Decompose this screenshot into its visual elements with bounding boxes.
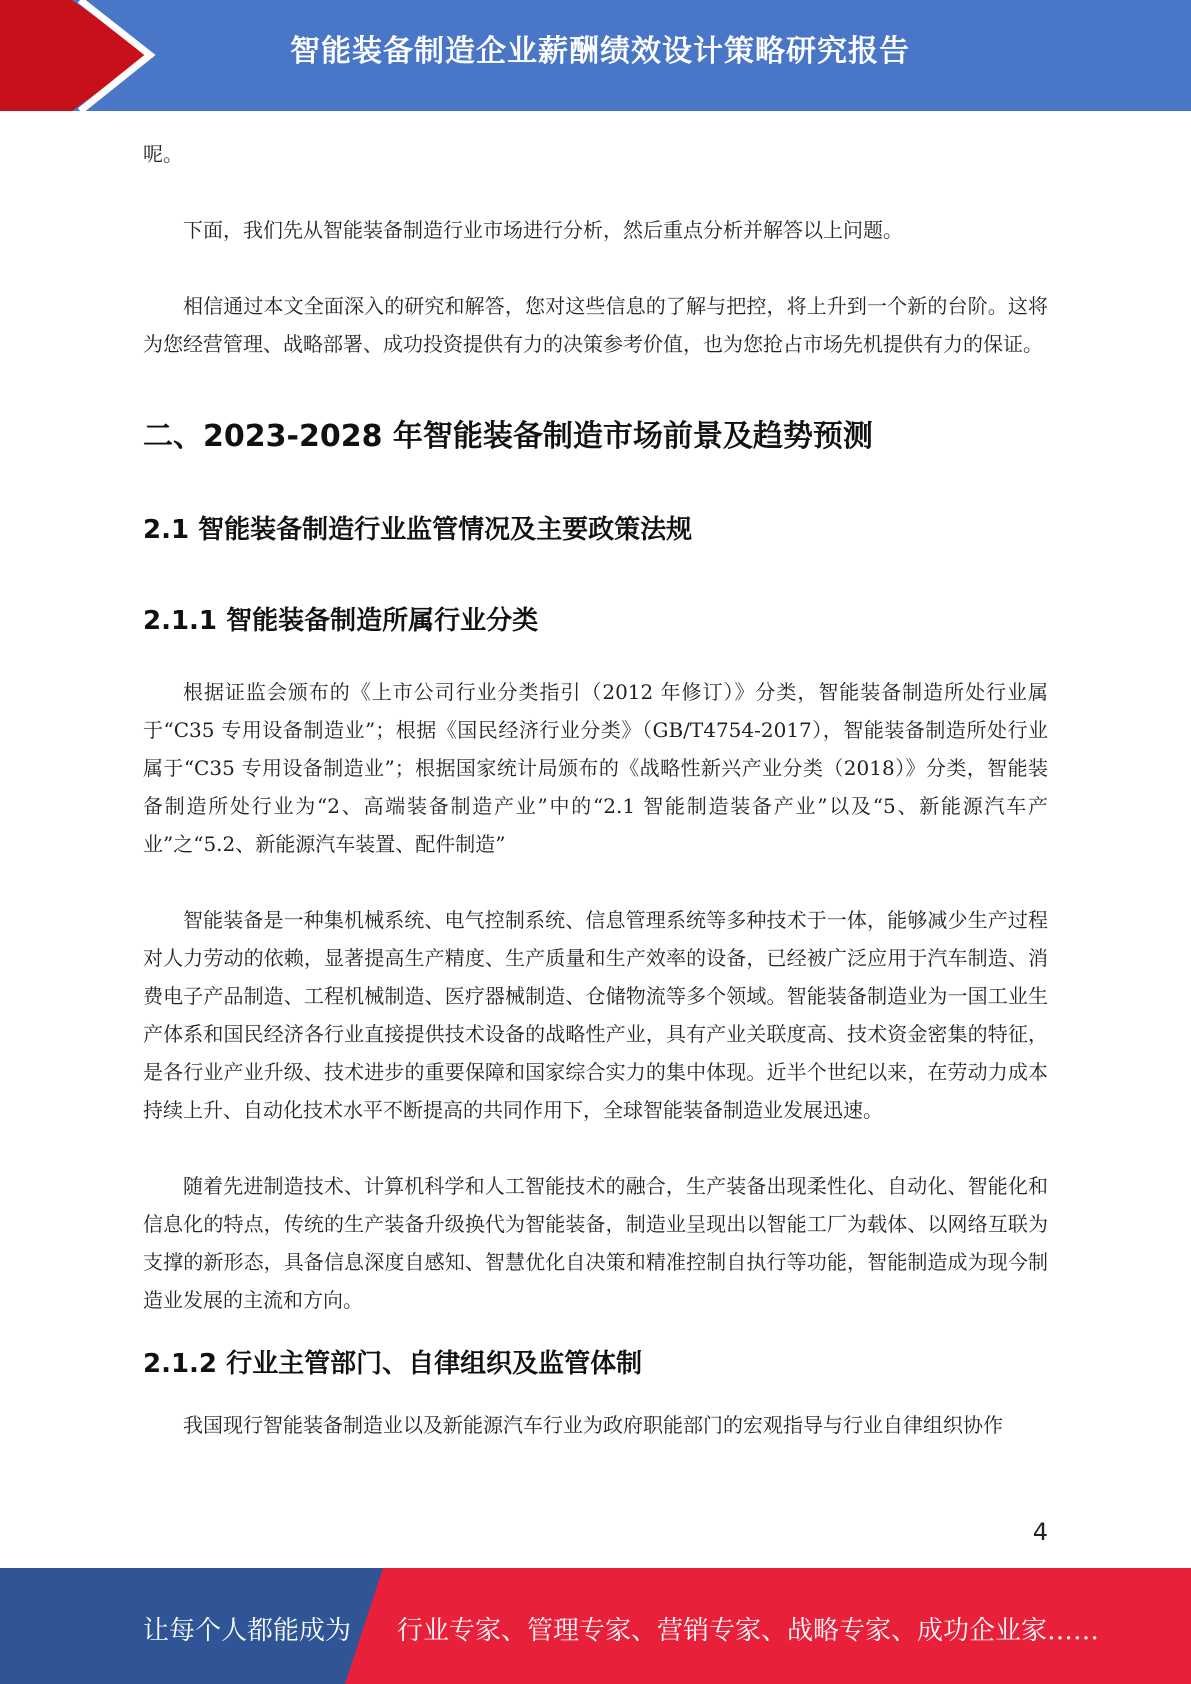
document-body	[143, 135, 1048, 1444]
paragraph: 根据证监会颁布的《上市公司行业分类指引（2012 年修订）》分类，智能装备制造所处行业属于“C35 专用设备制造业”；根据《国民经济行业分类》（GB/T4754-2017），智能装备制造所处行业属于“C35 专用设备制造业”；根据国家统计局颁布的《战略性新兴产业分类（2018）》分类，智能装备制造所处行业为“2、高端装备制造产业”中的“2.1 智能制造装备产业”以及“5、新能源汽车产业”之“5.2、新能源汽车装置、配件制造”	[143, 680, 1048, 856]
section-heading: 二、2023-2028 年智能装备制造市场前景及趋势预测	[143, 419, 873, 454]
paragraph: 下面，我们先从智能装备制造行业市场进行分析，然后重点分析并解答以上问题。	[183, 218, 903, 242]
paragraph: 随着先进制造技术、计算机科学和人工智能技术的融合，生产装备出现柔性化、自动化、智能化和信息化的特点，传统的生产装备升级换代为智能装备，制造业呈现出以智能工厂为载体、以网络互联为支撑的新形态，具备信息深度自感知、智慧优化自决策和精准控制自执行等功能，智能制造成为现今制造业发展的主流和方向。	[143, 1174, 1048, 1312]
paragraph: 智能装备是一种集机械系统、电气控制系统、信息管理系统等多种技术于一体，能够减少生产过程对人力劳动的依赖，显著提高生产精度、生产质量和生产效率的设备，已经被广泛应用于汽车制造、消费电子产品制造、工程机械制造、医疗器械制造、仓储物流等多个领域。智能装备制造业为一国工业生产体系和国民经济各行业直接提供技术设备的战略性产业，具有产业关联度高、技术资金密集的特征，是各行业产业升级、技术进步的重要保障和国家综合实力的集中体现。近半个世纪以来，在劳动力成本持续上升、自动化技术水平不断提高的共同作用下，全球智能装备制造业发展迅速。	[143, 908, 1048, 1122]
page-footer	[0, 1568, 1191, 1684]
page-header	[0, 0, 1191, 111]
paragraph: 相信通过本文全面深入的研究和解答，您对这些信息的了解与把控，将上升到一个新的台阶。这将为您经营管理、战略部署、成功投资提供有力的决策参考价值，也为您抢占市场先机提供有力的保证。	[143, 294, 1048, 356]
report-title: 智能装备制造企业薪酬绩效设计策略研究报告	[290, 34, 910, 69]
paragraph: 呢。	[143, 142, 183, 166]
subsubsection-heading: 2.1.2 行业主管部门、自律组织及监管体制	[143, 1349, 643, 1379]
paragraph: 我国现行智能装备制造业以及新能源汽车行业为政府职能部门的宏观指导与行业自律组织协作	[183, 1413, 1003, 1437]
page-number: 4	[1032, 1518, 1048, 1546]
subsection-heading: 2.1 智能装备制造行业监管情况及主要政策法规	[143, 515, 693, 545]
subsubsection-heading: 2.1.1 智能装备制造所属行业分类	[143, 606, 539, 636]
footer-slogan-left: 让每个人都能成为	[143, 1616, 352, 1646]
footer-slogan-right: 行业专家、管理专家、营销专家、战略专家、成功企业家……	[397, 1616, 1100, 1646]
